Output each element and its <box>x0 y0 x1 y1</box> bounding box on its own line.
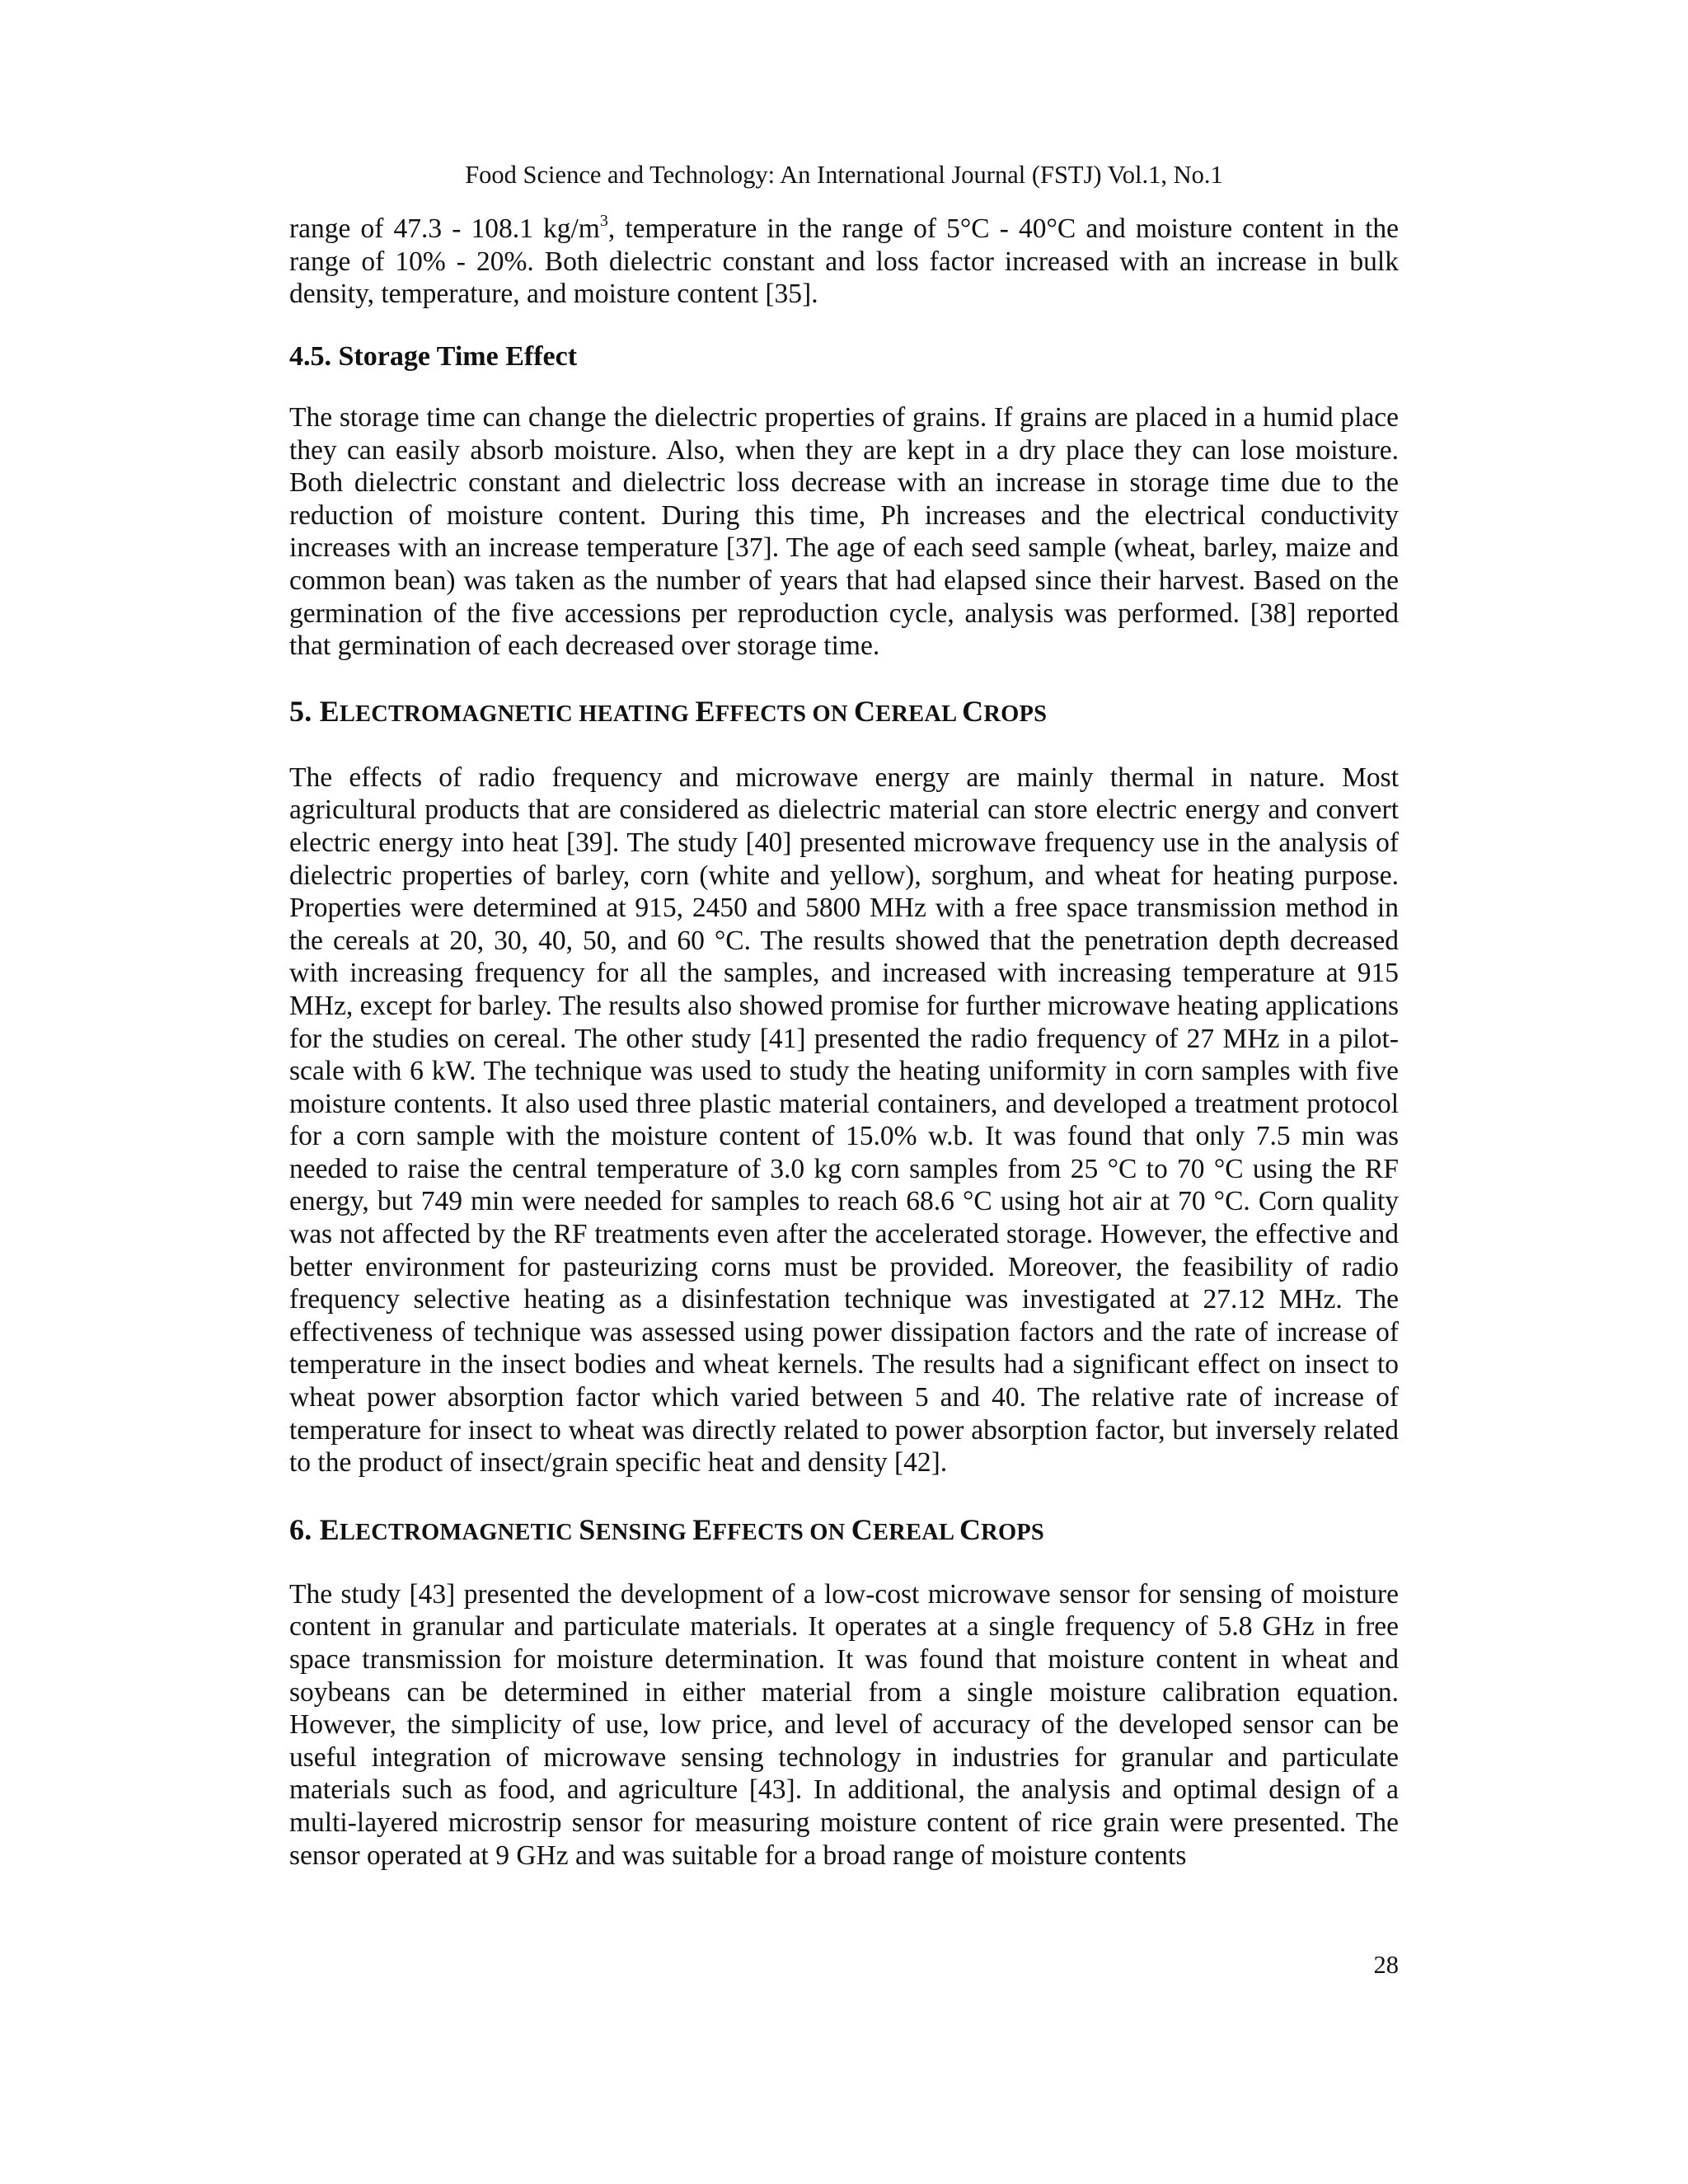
section-heading-electromagnetic-heating: 5. ELECTROMAGNETIC HEATING EFFECTS ON CEREAL CROPS <box>289 694 1048 728</box>
subsection-heading-storage-time: 4.5. Storage Time Effect <box>289 341 578 372</box>
intro-text-end: , temperature in the range of 5°C - 40°C and moisture content in the range of 10% - 20%. Both dielectric constant and loss factor increased with an increase in bulk density, temperature, and moisture content [35]. <box>289 213 1399 310</box>
electromagnetic-heating-paragraph: The effects of radio frequency and microwave energy are mainly thermal in nature. Most agricultural products that are considered as dielectric material can store electric energy and convert electric energy into heat [39]. The study [40] presented microwave frequency use in the analysis of dielectric properties of barley, corn (white and yellow), sorghum, and wheat for heating purpose. Properties were determined at 915, 2450 and 5800 MHz with a free space transmission method in the cereals at 20, 30, 40, 50, and 60 °C. The results showed that the penetration depth decreased with increasing frequency for all the samples, and increased with increasing temperature at 915 MHz, except for barley. The results also showed promise for further microwave heating applications for the studies on cereal. The other study [41] presented the radio frequency of 27 MHz in a pilot-scale with 6 kW. The technique was used to study the heating uniformity in corn samples with five moisture contents. It also used three plastic material containers, and developed a treatment protocol for a corn sample with the moisture content of 15.0% w.b. It was found that only 7.5 min was needed to raise the central temperature of 3.0 kg corn samples from 25 °C to 70 °C using the RF energy, but 749 min were needed for samples to reach 68.6 °C using hot air at 70 °C. Corn quality was not affected by the RF treatments even after the accelerated storage. However, the effective and better environment for pasteurizing corns must be provided. Moreover, the feasibility of radio frequency selective heating as a disinfestation technique was investigated at 27.12 MHz. The effectiveness of technique was assessed using power dissipation factors and the rate of increase of temperature in the insect bodies and wheat kernels. The results had a significant effect on insect to wheat power absorption factor which varied between 5 and 40. The relative rate of increase of temperature for insect to wheat was directly related to power absorption factor, but inversely related to the product of insect/grain specific heat and density [42]. <box>289 762 1399 1479</box>
page-number: 28 <box>1373 1951 1399 1979</box>
storage-time-paragraph: The storage time can change the dielectric properties of grains. If grains are placed in a humid place they can easily absorb moisture. Also, when they are kept in a dry place they can lose moisture. Both dielectric constant and dielectric loss decrease with an increase in storage time due to the reduction of moisture content. During this time, Ph increases and the electrical conductivity increases with an increase temperature [37]. The age of each seed sample (wheat, barley, maize and common bean) was taken as the number of years that had elapsed since their harvest. Based on the germination of the five accessions per reproduction cycle, analysis was performed. [38] reported that germination of each decreased over storage time. <box>289 402 1399 662</box>
superscript-exponent: 3 <box>599 212 608 230</box>
electromagnetic-sensing-paragraph: The study [43] presented the development of a low-cost microwave sensor for sensing of moisture content in granular and particulate materials. It operates at a single frequency of 5.8 GHz in free space transmission for moisture determination. It was found that moisture content in wheat and soybeans can be determined in either material from a single moisture calibration equation. However, the simplicity of use, low price, and level of accuracy of the developed sensor can be useful integration of microwave sensing technology in industries for granular and particulate materials such as food, and agriculture [43]. In additional, the analysis and optimal design of a multi-layered microstrip sensor for measuring moisture content of rice grain were presented. The sensor operated at 9 GHz and was suitable for a broad range of moisture contents <box>289 1578 1399 1871</box>
page-content <box>289 213 1399 1872</box>
section-heading-electromagnetic-sensing: 6. ELECTROMAGNETIC SENSING EFFECTS ON CEREAL CROPS <box>289 1512 1044 1546</box>
intro-paragraph <box>289 213 1399 311</box>
intro-text-start: range of 47.3 - 108.1 kg/m <box>289 213 600 244</box>
running-header: Food Science and Technology: An International Journal (FSTJ) Vol.1, No.1 <box>465 161 1223 189</box>
